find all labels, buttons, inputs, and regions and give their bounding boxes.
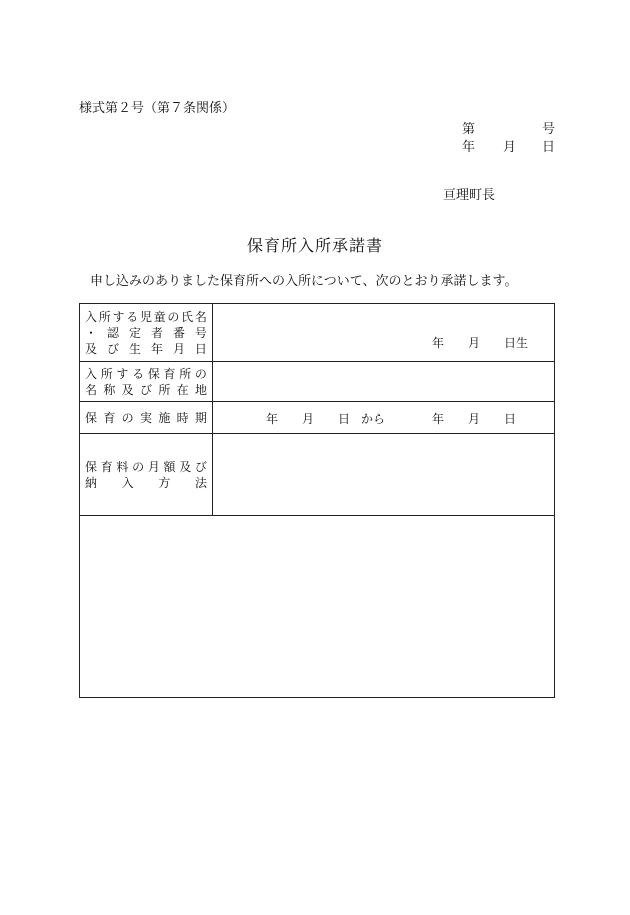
label-char: 納 [85,476,98,490]
label-char: 定 [128,326,141,340]
label-char: す [112,310,125,324]
label-line [85,475,207,491]
birth-year: 年 [432,336,445,350]
label-char: 月 [147,460,160,474]
label-char: 名 [194,310,207,324]
label-char: 及 [85,342,98,356]
label-char: 所 [100,367,113,381]
label-char: 月 [172,342,185,356]
notes-area [80,516,554,697]
date-day: 日 [542,140,556,155]
label-char: 保 [147,367,160,381]
intro-text: 申し込みのありました保育所への入所について、次のとおり承諾します。 [90,274,518,289]
label-char: 育 [163,367,176,381]
label-char: る [126,310,139,324]
label-line [85,325,207,341]
label-char: 施 [158,411,171,425]
date-year: 年 [462,140,476,155]
label-char: 実 [139,411,152,425]
document-number-suffix: 号 [542,122,556,137]
label-line [85,366,207,382]
period-from-year: 年 [266,412,279,426]
label-char: 名 [85,383,98,397]
birth-day: 日生 [504,336,529,350]
label-char: 所 [158,383,171,397]
row-child-info [80,304,554,362]
period-from-month: 月 [302,412,315,426]
label-char: 及 [121,383,134,397]
label-fee [80,434,213,515]
label-period [80,402,213,433]
period-from-word: から [361,412,386,426]
label-char: 地 [194,383,207,397]
label-char: 保 [85,411,98,425]
label-char: の [121,411,134,425]
label-char: 料 [116,460,129,474]
label-line [85,410,207,426]
period-to-month: 月 [468,412,481,426]
label-char: び [106,342,119,356]
label-child-info [80,304,213,361]
label-line [85,459,207,475]
row-nursery-info [80,362,554,402]
label-char: 童 [153,310,166,324]
label-char: 入 [85,310,98,324]
form-number: 様式第２号（第７条関係） [79,101,236,116]
label-char: 方 [158,476,171,490]
label-char: 育 [100,460,113,474]
label-char: 額 [163,460,176,474]
period-to-day: 日 [504,412,517,426]
approval-table [79,303,555,698]
birth-month: 月 [468,336,481,350]
label-char: 所 [179,367,192,381]
period-to-year: 年 [432,412,445,426]
label-char: の [167,310,180,324]
label-line [85,382,207,398]
label-char: 所 [98,310,111,324]
label-line [85,341,207,357]
row-fee [80,434,554,516]
document-number-label: 第 [462,122,476,137]
label-char: 入 [121,476,134,490]
label-char: ・ [85,326,98,340]
date-month: 月 [503,140,517,155]
label-char: 児 [139,310,152,324]
label-char: 氏 [181,310,194,324]
label-char: び [194,460,207,474]
label-char: 入 [85,367,98,381]
label-char: 日 [194,342,207,356]
label-char: 認 [106,326,119,340]
issuer: 亘理町長 [443,188,496,203]
label-char: 時 [176,411,189,425]
row-period [80,402,554,434]
label-char: 及 [179,460,192,474]
label-line [85,309,207,325]
label-char: 期 [194,411,207,425]
label-char: 称 [103,383,116,397]
label-char: 年 [150,342,163,356]
label-char: 生 [128,342,141,356]
label-char: び [139,383,152,397]
period-from-day: 日 [338,412,351,426]
page-title: 保育所入所承諾書 [246,236,383,255]
label-char: 法 [194,476,207,490]
label-char: 育 [103,411,116,425]
label-char: す [116,367,129,381]
label-char: の [194,367,207,381]
label-char: の [132,460,145,474]
label-char: 在 [176,383,189,397]
label-nursery-info [80,362,213,401]
label-char: 番 [172,326,185,340]
label-char: 号 [194,326,207,340]
label-char: る [132,367,145,381]
label-char: 者 [150,326,163,340]
label-char: 保 [85,460,98,474]
